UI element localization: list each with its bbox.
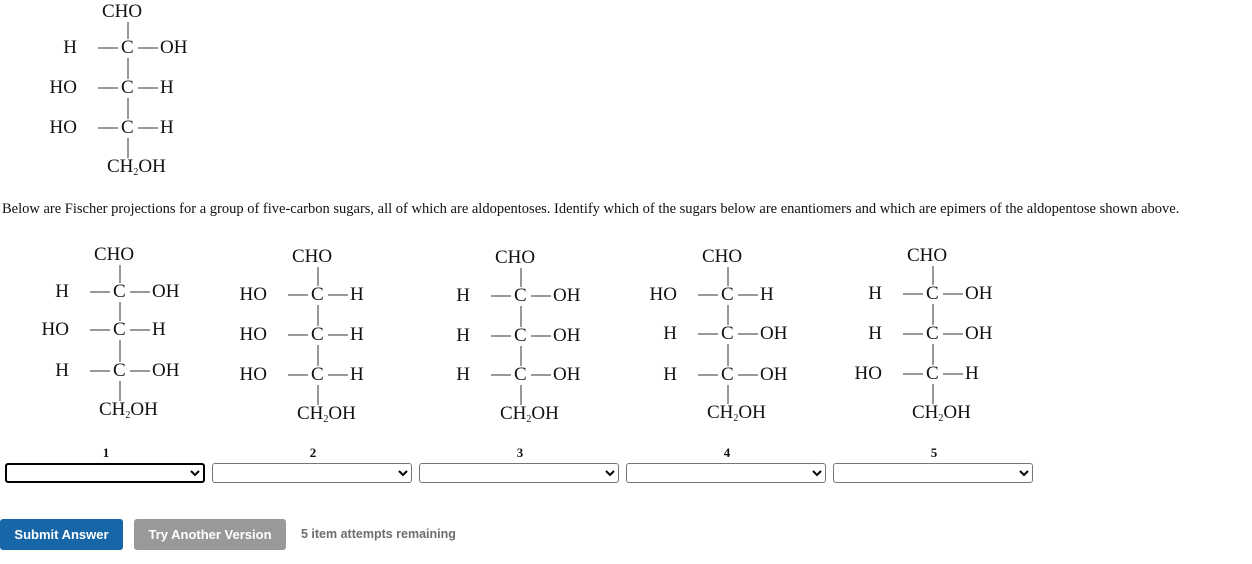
aldehyde-group-label: CHO bbox=[494, 247, 536, 268]
sugar-2-number: 2 bbox=[309, 445, 317, 460]
right-substituent-label: H bbox=[350, 364, 364, 385]
right-substituent-label: OH bbox=[152, 360, 180, 381]
hydroxymethyl-group-label: $CH_2OH$ bbox=[99, 399, 158, 421]
aldehyde-group-label: CHO bbox=[93, 244, 135, 265]
right-substituent-label: OH bbox=[553, 285, 581, 306]
carbon-label: C bbox=[721, 323, 734, 344]
aldehyde-group-label: CHO bbox=[101, 1, 143, 22]
sugar-3-projection bbox=[415, 240, 615, 430]
try-another-version-button[interactable]: Try Another Version bbox=[134, 519, 286, 550]
carbon-label: C bbox=[514, 285, 527, 306]
left-substituent-label: HO bbox=[41, 319, 69, 340]
submit-answer-button[interactable]: Submit Answer bbox=[0, 519, 123, 550]
right-substituent-label: H bbox=[965, 363, 979, 384]
right-substituent-label: OH bbox=[152, 281, 180, 302]
right-substituent-label: OH bbox=[965, 323, 993, 344]
carbon-label: C bbox=[121, 77, 134, 98]
right-substituent-label: OH bbox=[760, 364, 788, 385]
hydroxymethyl-group-label: $CH_2OH$ bbox=[297, 403, 356, 425]
sugar-4-number: 4 bbox=[723, 445, 731, 460]
left-substituent-label: HO bbox=[49, 77, 77, 98]
attempts-remaining-text: 5 item attempts remaining bbox=[301, 527, 456, 541]
sugar-2-projection bbox=[210, 240, 410, 430]
right-substituent-label: OH bbox=[965, 283, 993, 304]
hydroxymethyl-group-label: $CH_2OH$ bbox=[912, 402, 971, 424]
sugar-5-answer-select[interactable] bbox=[833, 463, 1033, 483]
aldehyde-group-label: CHO bbox=[701, 246, 743, 267]
carbon-label: C bbox=[926, 283, 939, 304]
sugar-5-number: 5 bbox=[930, 445, 938, 460]
right-substituent-label: H bbox=[760, 284, 774, 305]
carbon-label: C bbox=[926, 323, 939, 344]
left-substituent-label: HO bbox=[49, 117, 77, 138]
carbon-label: C bbox=[514, 364, 527, 385]
left-substituent-label: H bbox=[663, 364, 677, 385]
left-substituent-label: HO bbox=[239, 364, 267, 385]
right-substituent-label: OH bbox=[160, 37, 188, 58]
right-substituent-label: H bbox=[350, 284, 364, 305]
carbon-label: C bbox=[721, 364, 734, 385]
sugar-1-answer-select[interactable] bbox=[5, 463, 205, 483]
sugar-1-projection bbox=[0, 240, 200, 430]
left-substituent-label: HO bbox=[239, 324, 267, 345]
left-substituent-label: H bbox=[456, 285, 470, 306]
right-substituent-label: H bbox=[350, 324, 364, 345]
right-substituent-label: OH bbox=[760, 323, 788, 344]
right-substituent-label: H bbox=[160, 77, 174, 98]
hydroxymethyl-group-label: $CH_2OH$ bbox=[500, 403, 559, 425]
left-substituent-label: HO bbox=[854, 363, 882, 384]
right-substituent-label: H bbox=[152, 319, 166, 340]
left-substituent-label: H bbox=[868, 323, 882, 344]
aldehyde-group-label: CHO bbox=[291, 246, 333, 267]
left-substituent-label: H bbox=[456, 325, 470, 346]
carbon-label: C bbox=[721, 284, 734, 305]
left-substituent-label: H bbox=[663, 323, 677, 344]
left-substituent-label: H bbox=[868, 283, 882, 304]
carbon-label: C bbox=[311, 324, 324, 345]
sugar-3-answer-select[interactable] bbox=[419, 463, 619, 483]
hydroxymethyl-group-label: $CH_2OH$ bbox=[707, 402, 766, 424]
reference-fischer-projection bbox=[0, 0, 200, 185]
sugar-3-number: 3 bbox=[516, 445, 524, 460]
left-substituent-label: H bbox=[55, 360, 69, 381]
hydroxymethyl-group-label: $CH_2OH$ bbox=[107, 156, 166, 178]
sugar-1-number: 1 bbox=[102, 445, 110, 460]
sugar-4-projection bbox=[620, 240, 820, 430]
right-substituent-label: OH bbox=[553, 364, 581, 385]
carbon-label: C bbox=[121, 37, 134, 58]
left-substituent-label: H bbox=[456, 364, 470, 385]
right-substituent-label: H bbox=[160, 117, 174, 138]
carbon-label: C bbox=[926, 363, 939, 384]
right-substituent-label: OH bbox=[553, 325, 581, 346]
aldehyde-group-label: CHO bbox=[906, 245, 948, 266]
carbon-label: C bbox=[311, 364, 324, 385]
left-substituent-label: HO bbox=[239, 284, 267, 305]
carbon-label: C bbox=[514, 325, 527, 346]
carbon-label: C bbox=[113, 281, 126, 302]
carbon-label: C bbox=[113, 360, 126, 381]
question-text: Below are Fischer projections for a group of five-carbon sugars, all of which are aldopentoses. Identify which of the sugars below are enantiomers and which are epimers of the aldopentose shown above. bbox=[2, 201, 1180, 217]
sugar-5-projection bbox=[825, 240, 1025, 430]
sugar-2-answer-select[interactable] bbox=[212, 463, 412, 483]
left-substituent-label: H bbox=[63, 37, 77, 58]
left-substituent-label: H bbox=[55, 281, 69, 302]
left-substituent-label: HO bbox=[649, 284, 677, 305]
carbon-label: C bbox=[121, 117, 134, 138]
sugar-4-answer-select[interactable] bbox=[626, 463, 826, 483]
carbon-label: C bbox=[311, 284, 324, 305]
carbon-label: C bbox=[113, 319, 126, 340]
